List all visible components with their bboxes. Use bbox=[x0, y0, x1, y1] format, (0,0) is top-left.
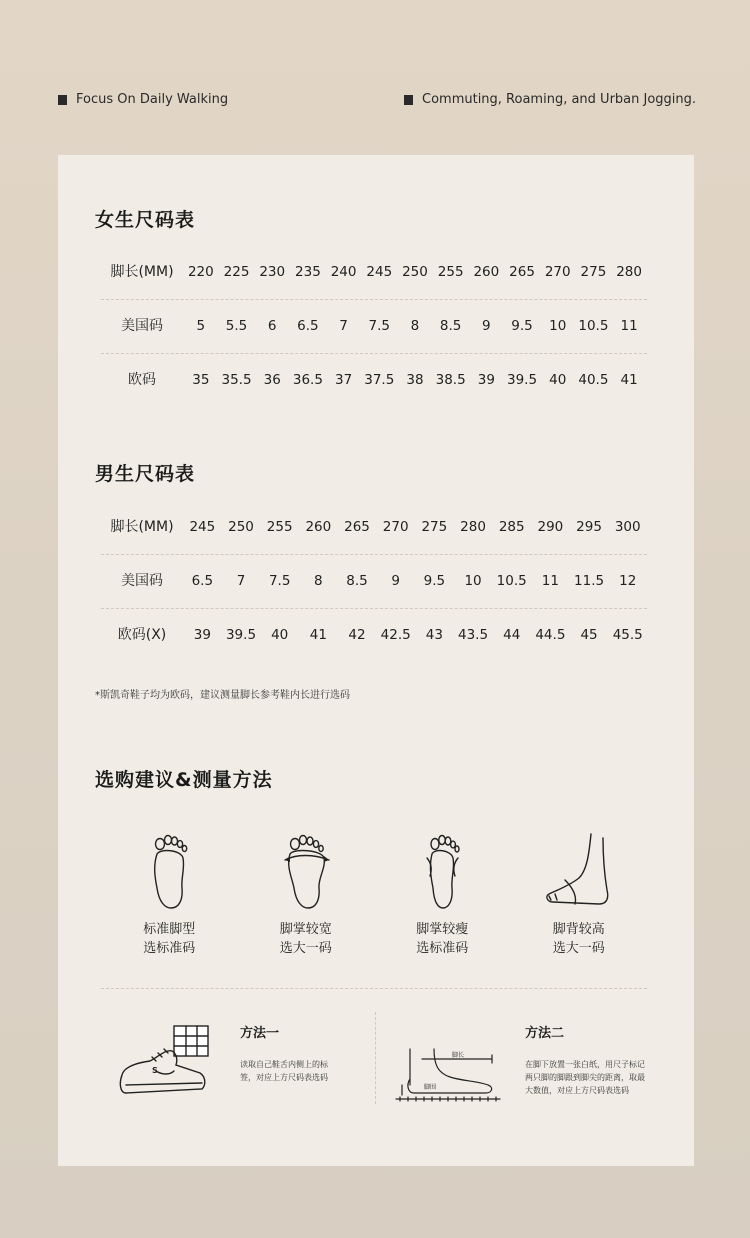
shoe-tag-icon bbox=[116, 1023, 212, 1103]
high-instep-icon bbox=[539, 830, 619, 912]
size-cell: 275 bbox=[580, 264, 607, 280]
men-size-table bbox=[101, 501, 647, 662]
tip-wide bbox=[238, 830, 375, 965]
size-cells bbox=[183, 354, 647, 407]
size-cell: 12 bbox=[619, 573, 637, 589]
size-cell: 265 bbox=[344, 519, 370, 535]
size-cell: 230 bbox=[259, 264, 286, 280]
size-cell: 41 bbox=[620, 372, 638, 388]
row-label: 脚长(MM) bbox=[110, 519, 174, 535]
size-cell: 8.5 bbox=[346, 573, 368, 589]
tip-wide-line1: 脚掌较宽 bbox=[279, 922, 332, 937]
tip-high-instep bbox=[511, 830, 648, 965]
wide-foot-icon bbox=[276, 830, 336, 912]
size-cell: 39.5 bbox=[507, 372, 538, 388]
size-cell: 42.5 bbox=[380, 627, 411, 643]
size-cell: 245 bbox=[189, 519, 216, 535]
size-cell: 38.5 bbox=[435, 372, 466, 388]
size-row bbox=[101, 246, 647, 300]
tagline-right bbox=[404, 92, 696, 107]
fit-tips bbox=[101, 830, 647, 965]
method2-desc-line1: 在脚下放置一张白纸，用尺子标记 bbox=[525, 1060, 645, 1069]
size-cell: 8 bbox=[410, 318, 420, 334]
size-cell: 280 bbox=[460, 519, 486, 535]
size-cell: 11 bbox=[620, 318, 638, 334]
size-cells bbox=[183, 501, 647, 554]
square-bullet-icon bbox=[58, 95, 67, 105]
size-row bbox=[101, 609, 647, 662]
size-cell: 39 bbox=[477, 372, 495, 388]
method2-desc bbox=[525, 1058, 645, 1097]
size-cell: 45.5 bbox=[612, 627, 643, 643]
men-size-title: 男生尺码表 bbox=[95, 463, 196, 485]
size-cell: 6.5 bbox=[297, 318, 319, 334]
size-cell: 255 bbox=[437, 264, 464, 280]
size-cell: 290 bbox=[537, 519, 564, 535]
svg-text:S: S bbox=[152, 1066, 158, 1075]
foot-length-label: 脚长 bbox=[452, 1052, 465, 1059]
size-cell: 36.5 bbox=[292, 372, 323, 388]
square-bullet-icon bbox=[404, 95, 413, 105]
size-cell: 9.5 bbox=[423, 573, 446, 589]
size-cell: 270 bbox=[382, 519, 409, 535]
size-cell: 265 bbox=[509, 264, 535, 280]
size-note: *斯凯奇鞋子均为欧码，建议测量脚长参考鞋内长进行选码 bbox=[95, 690, 350, 701]
divider-horizontal bbox=[101, 988, 647, 989]
size-cell: 37 bbox=[335, 372, 353, 388]
row-label: 美国码 bbox=[121, 573, 163, 589]
size-cell: 220 bbox=[187, 264, 214, 280]
size-guide-card bbox=[58, 155, 694, 1166]
size-cell: 45 bbox=[580, 627, 598, 643]
size-cell: 39.5 bbox=[225, 627, 257, 643]
size-cell: 39 bbox=[193, 627, 211, 643]
size-cell: 280 bbox=[616, 264, 642, 280]
row-label: 美国码 bbox=[121, 318, 163, 334]
size-cell: 250 bbox=[228, 519, 254, 535]
tagline-right-text: Commuting, Roaming, and Urban Jogging. bbox=[422, 92, 697, 107]
size-cell: 40 bbox=[271, 627, 289, 643]
size-cell: 285 bbox=[498, 519, 525, 535]
advice-title: 选购建议&测量方法 bbox=[95, 769, 273, 791]
size-cell: 43.5 bbox=[458, 627, 489, 643]
size-cell: 235 bbox=[295, 264, 321, 280]
size-row bbox=[101, 501, 647, 555]
size-cell: 250 bbox=[402, 264, 428, 280]
tip-narrow bbox=[374, 830, 511, 965]
size-cell: 300 bbox=[614, 519, 641, 535]
tip-wide-line2: 选大一码 bbox=[279, 941, 332, 956]
tip-narrow-line1: 脚掌较瘦 bbox=[416, 922, 469, 937]
size-cell: 7 bbox=[339, 318, 348, 334]
size-row bbox=[101, 555, 647, 609]
size-cell: 43 bbox=[425, 627, 443, 643]
method1-desc bbox=[240, 1058, 328, 1084]
size-cell: 38 bbox=[406, 372, 424, 388]
tip-standard-line1: 标准脚型 bbox=[143, 922, 196, 937]
tagline-left bbox=[58, 92, 228, 107]
size-cell: 240 bbox=[330, 264, 357, 280]
size-cell: 5.5 bbox=[225, 318, 248, 334]
tagline-left-text: Focus On Daily Walking bbox=[76, 92, 229, 107]
size-cell: 7.5 bbox=[368, 318, 391, 334]
size-cell: 245 bbox=[366, 264, 393, 280]
method2-desc-line2: 两只脚的脚跟到脚尖的距离，取最 bbox=[525, 1073, 645, 1082]
row-label: 欧码 bbox=[128, 372, 156, 388]
divider-vertical bbox=[375, 1012, 376, 1104]
narrow-foot-icon bbox=[412, 830, 472, 912]
method1-desc-line2: 签，对应上方尺码表选码 bbox=[240, 1073, 328, 1082]
size-cell: 6 bbox=[267, 318, 277, 334]
size-cell: 5 bbox=[196, 318, 206, 334]
method2-desc-line3: 大数值，对应上方尺码表选码 bbox=[525, 1086, 629, 1095]
women-size-title: 女生尺码表 bbox=[95, 209, 196, 231]
standard-foot-icon bbox=[139, 830, 199, 912]
size-cells bbox=[183, 609, 647, 662]
size-cell: 35 bbox=[192, 372, 210, 388]
size-cell: 8.5 bbox=[439, 318, 462, 334]
tip-high-instep-line2: 选大一码 bbox=[552, 941, 605, 956]
size-cell: 11.5 bbox=[574, 573, 605, 589]
size-cell: 10 bbox=[549, 318, 567, 334]
size-cell: 260 bbox=[473, 264, 500, 280]
method2-title: 方法二 bbox=[525, 1026, 565, 1041]
foot-measure-icon bbox=[392, 1045, 502, 1107]
size-cell: 35.5 bbox=[221, 372, 252, 388]
size-cell: 36 bbox=[263, 372, 281, 388]
size-cell: 9 bbox=[391, 573, 400, 589]
size-cell: 40 bbox=[549, 372, 567, 388]
size-cell: 275 bbox=[421, 519, 448, 535]
size-cells bbox=[183, 555, 647, 608]
size-cell: 11 bbox=[541, 573, 559, 589]
size-cell: 41 bbox=[309, 627, 327, 643]
size-cell: 260 bbox=[305, 519, 332, 535]
tip-narrow-line2: 选标准码 bbox=[416, 941, 469, 956]
tip-standard bbox=[101, 830, 238, 965]
size-cell: 225 bbox=[223, 264, 250, 280]
size-cells bbox=[183, 300, 647, 353]
size-cell: 10.5 bbox=[496, 573, 527, 589]
size-row bbox=[101, 354, 647, 407]
tip-standard-line2: 选标准码 bbox=[143, 941, 196, 956]
size-cell: 37.5 bbox=[364, 372, 395, 388]
size-cell: 40.5 bbox=[578, 372, 609, 388]
size-row bbox=[101, 300, 647, 354]
size-cell: 10.5 bbox=[578, 318, 609, 334]
foot-height-label: 脚围 bbox=[424, 1084, 437, 1091]
size-cell: 9.5 bbox=[511, 318, 533, 334]
size-cell: 7 bbox=[236, 573, 246, 589]
size-cell: 10 bbox=[464, 573, 482, 589]
size-cell: 6.5 bbox=[191, 573, 214, 589]
size-cell: 42 bbox=[348, 627, 366, 643]
size-cell: 8 bbox=[314, 573, 323, 589]
size-cell: 270 bbox=[544, 264, 571, 280]
size-cell: 44.5 bbox=[535, 627, 566, 643]
size-cells bbox=[183, 246, 647, 299]
method1-desc-line1: 读取自己鞋舌内侧上的标 bbox=[240, 1060, 328, 1069]
women-size-table bbox=[101, 246, 647, 407]
tip-high-instep-line1: 脚背较高 bbox=[552, 922, 605, 937]
size-cell: 295 bbox=[576, 519, 602, 535]
row-label: 欧码(X) bbox=[117, 627, 167, 643]
size-cell: 44 bbox=[503, 627, 521, 643]
method1-title: 方法一 bbox=[240, 1026, 280, 1041]
size-cell: 9 bbox=[482, 318, 491, 334]
size-cell: 255 bbox=[266, 519, 293, 535]
row-label: 脚长(MM) bbox=[110, 264, 174, 280]
size-cell: 7.5 bbox=[268, 573, 291, 589]
